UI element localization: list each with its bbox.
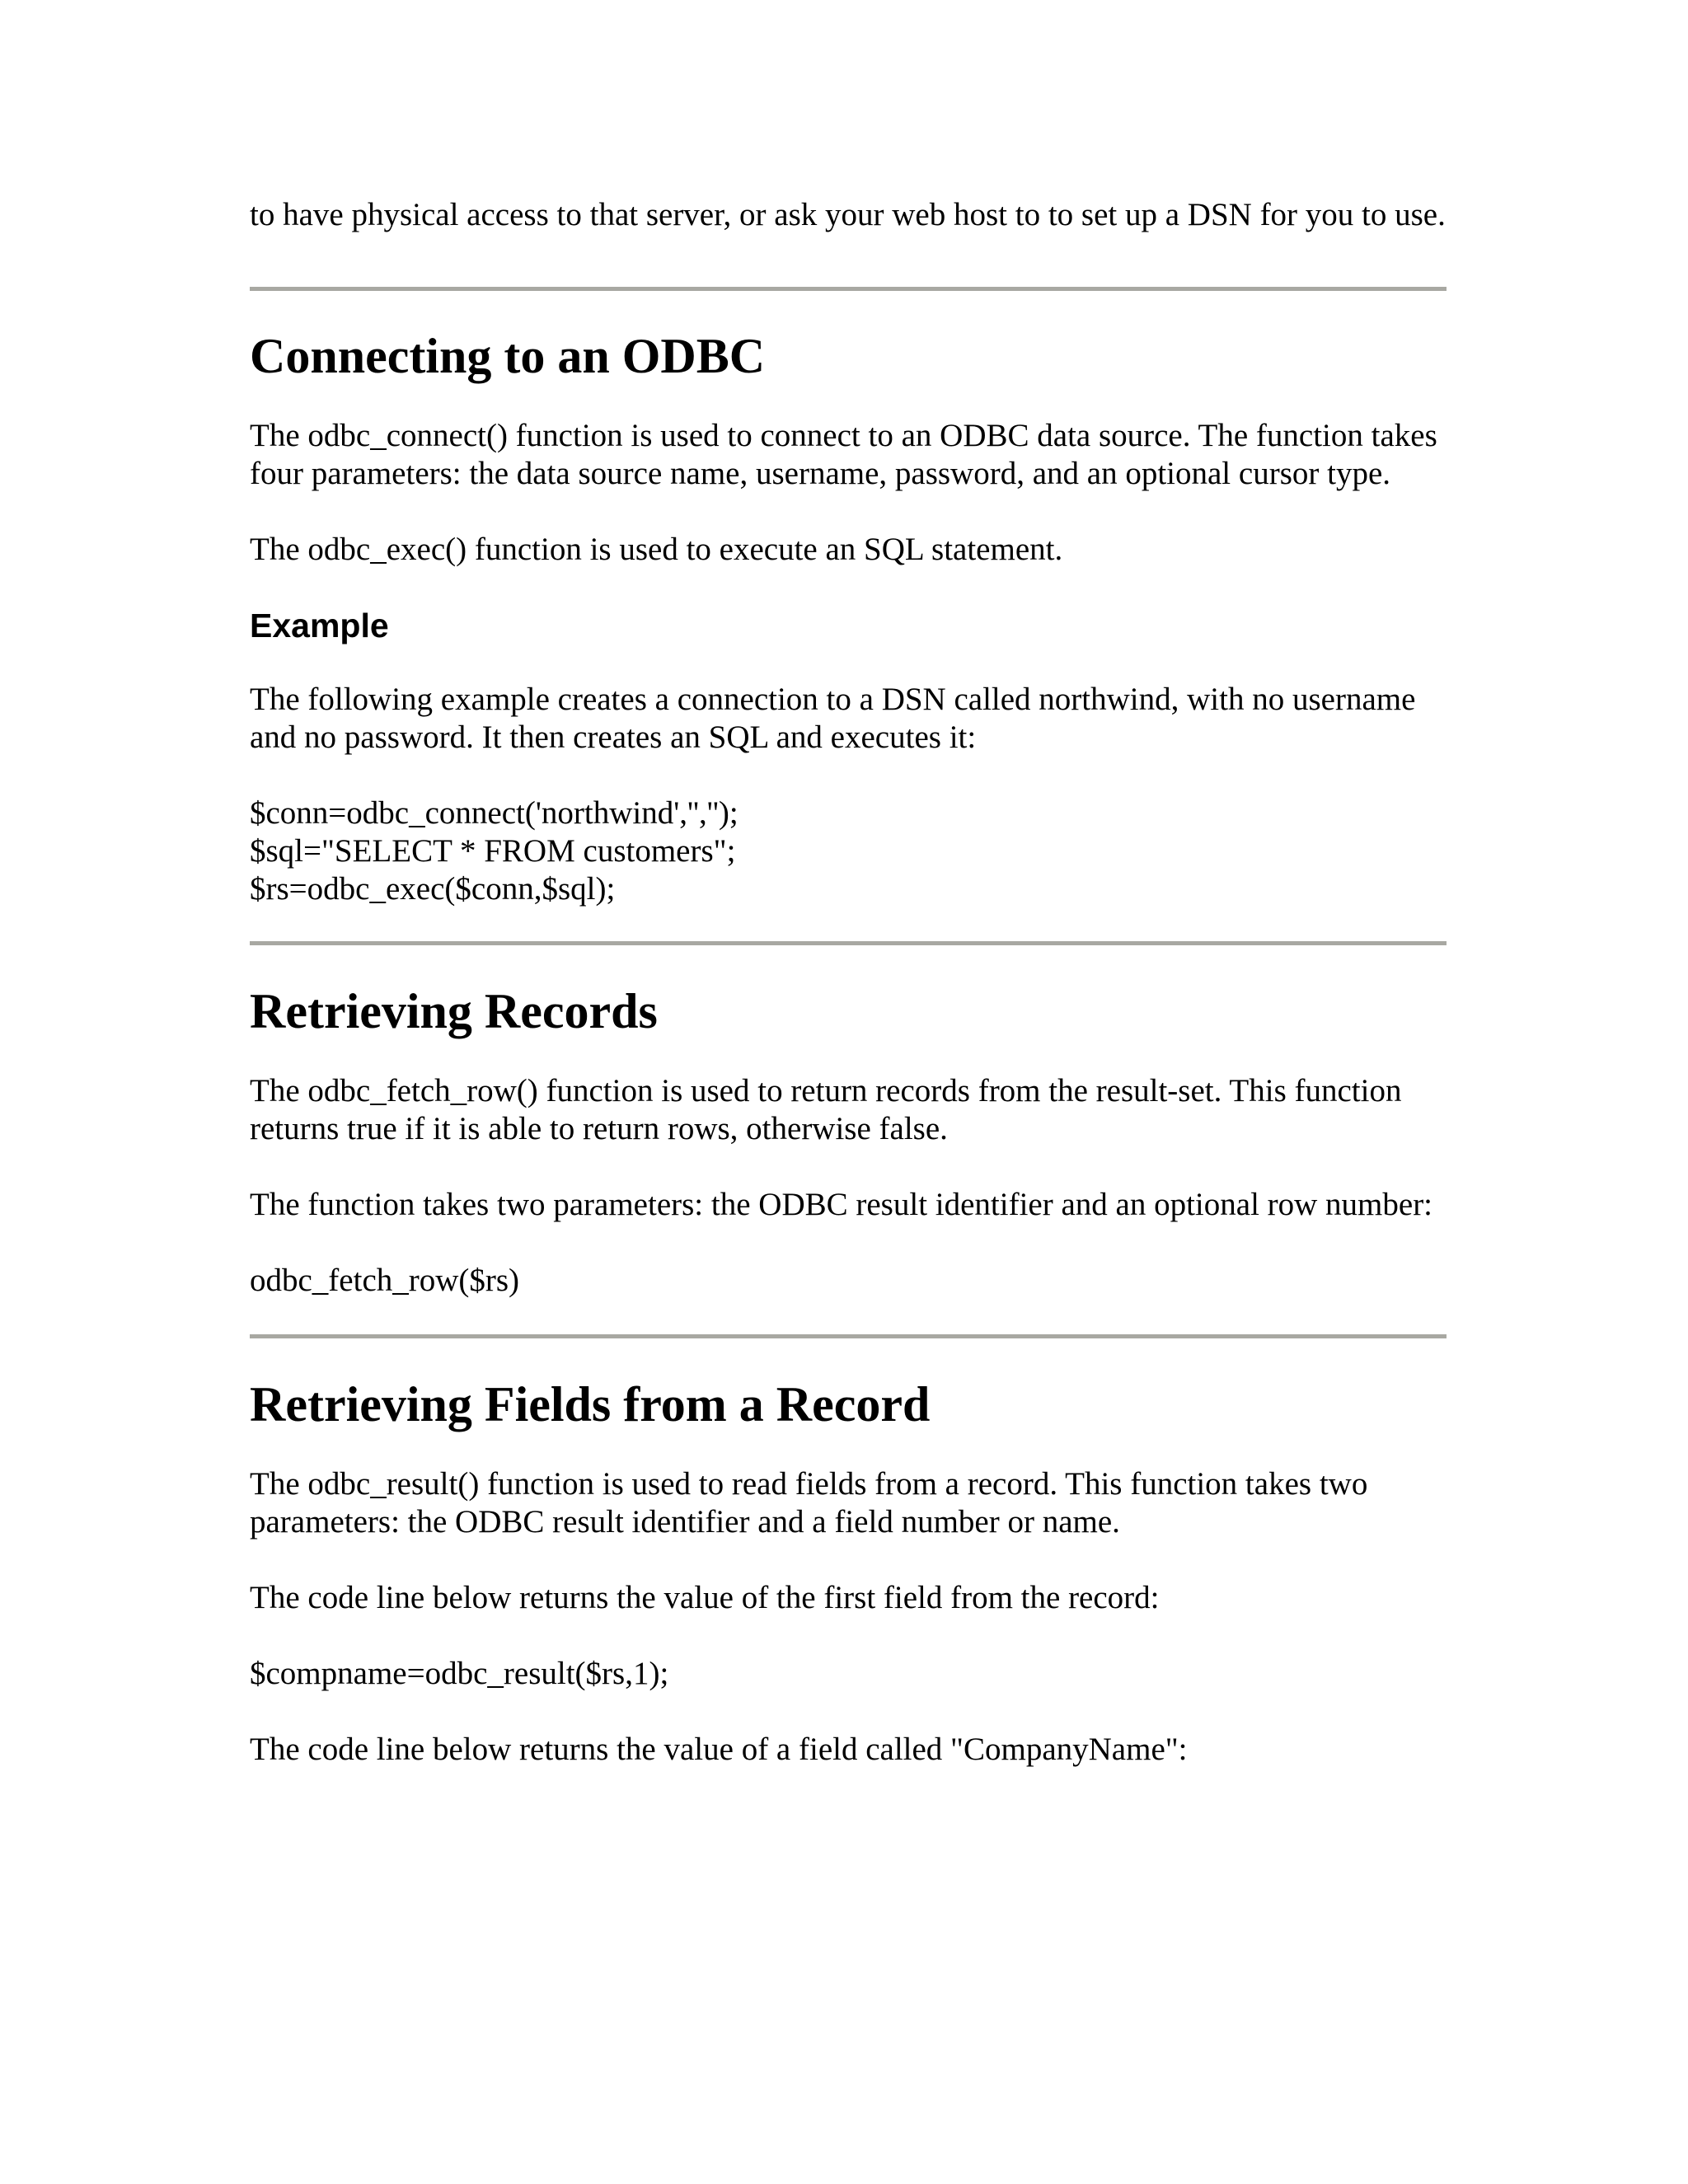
records-paragraph-1: The odbc_fetch_row() function is used to return records from the result-set. This function returns true if it is able to return rows, otherwise false. — [250, 1073, 1402, 1146]
section-heading-retrieving-fields: Retrieving Fields from a Record — [250, 1377, 931, 1432]
section-heading-retrieving-records: Retrieving Records — [250, 984, 658, 1038]
fields-paragraph-1: The odbc_result() function is used to read fields from a record. This function takes two parameters: the ODBC result identifier and a field number or name. — [250, 1466, 1368, 1540]
connect-paragraph-2: The odbc_exec() function is used to execute an SQL statement. — [250, 532, 1063, 567]
example-paragraph: The following example creates a connection to a DSN called northwind, with no username and no password. It then creates an SQL and executes it: — [250, 682, 1416, 755]
connect-code-block — [250, 794, 1447, 908]
fields-paragraph-2: The code line below returns the value of the first field from the record: — [250, 1580, 1160, 1615]
fields-paragraph-3: The code line below returns the value of a field called "CompanyName": — [250, 1732, 1188, 1767]
connect-paragraph-1: The odbc_connect() function is used to connect to an ODBC data source. The function takes four parameters: the data source name, username, password, and an optional cursor type. — [250, 418, 1437, 491]
code-line: $conn=odbc_connect('northwind','',''); — [250, 795, 738, 831]
example-heading: Example — [250, 607, 389, 644]
records-paragraph-2: The function takes two parameters: the ODBC result identifier and an optional row number: — [250, 1187, 1433, 1222]
section-heading-connecting: Connecting to an ODBC — [250, 329, 766, 383]
fields-code-line: $compname=odbc_result($rs,1); — [250, 1656, 669, 1691]
records-code-line: odbc_fetch_row($rs) — [250, 1263, 520, 1298]
code-line: $sql="SELECT * FROM customers"; — [250, 833, 736, 869]
section-divider — [250, 941, 1447, 945]
section-divider — [250, 287, 1447, 291]
section-divider — [250, 1334, 1447, 1338]
code-line: $rs=odbc_exec($conn,$sql); — [250, 871, 616, 907]
intro-paragraph: to have physical access to that server, or ask your web host to to set up a DSN for you to use. — [250, 197, 1446, 232]
document-content — [250, 196, 1447, 1769]
